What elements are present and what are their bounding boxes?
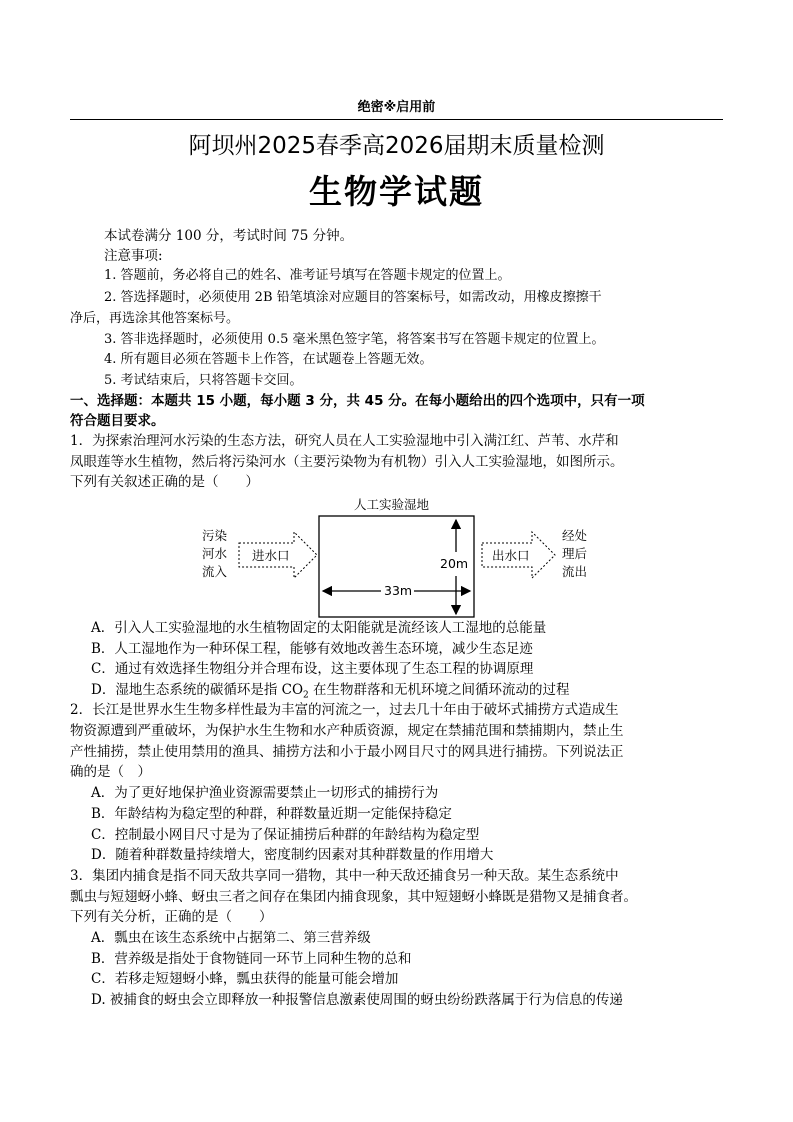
height-label: 20m: [440, 556, 469, 571]
outlet-label: 出水口: [492, 548, 530, 563]
right-label-1: 经处: [562, 528, 588, 543]
right-label-3: 流出: [562, 564, 588, 579]
notice-item-4: 4. 所有题目必须在答题卡上作答，在试题卷上答题无效。: [104, 352, 433, 367]
notice-item-2: 2. 答选择题时，必须使用 2B 铅笔填涂对应题目的答案标号，如需改动，用橡皮擦擦干: [104, 290, 602, 305]
q1-stem-1: 1．为探索治理河水污染的生态方法，研究人员在人工实验湿地中引入满江红、芦苇、水芹和: [70, 433, 619, 449]
notice-title: 注意事项:: [104, 248, 163, 264]
q2-option-a: A．为了更好地保护渔业资源需要禁止一切形式的捕捞行为: [91, 785, 439, 801]
right-label-2: 理后: [562, 546, 588, 561]
left-label-3: 流入: [202, 564, 228, 579]
left-label-1: 污染: [202, 528, 228, 543]
exam-title: 阿坝州2025春季高2026届期末质量检测: [188, 133, 605, 159]
q2-option-b: B．年龄结构为稳定型的种群，种群数量近期一定能保持稳定: [91, 806, 452, 822]
confidential-label: 绝密※启用前: [357, 100, 436, 115]
q1-stem-2: 凤眼莲等水生植物，然后将污染河水（主要污染物为有机物）引入人工实验湿地，如图所示。: [70, 454, 624, 470]
q3-stem-3: 下列有关分析，正确的是（ ）: [70, 909, 273, 925]
left-label-2: 河水: [202, 546, 228, 561]
q2-stem-4: 确的是（ ）: [70, 764, 151, 780]
section-heading-cont: 符合题目要求。: [70, 413, 165, 429]
q2-stem-1: 2．长江是世界水生生物多样性最为丰富的河流之一，过去几十年由于破坏式捕捞方式造成生: [70, 702, 619, 718]
q3-stem-1: 3．集团内捕食是指不同天敌共享同一猎物，其中一种天敌还捕食另一种天敌。某生态系统中: [70, 868, 619, 884]
q3-stem-2: 瓢虫与短翅蚜小蜂、蚜虫三者之间存在集团内捕食现象，其中短翅蚜小蜂既是猎物又是捕食者。: [70, 889, 637, 905]
q1-option-a: A．引入人工实验湿地的水生植物固定的太阳能就是流经该人工湿地的总能量: [91, 620, 547, 636]
notice-item-2-cont: 净后，再选涂其他答案标号。: [70, 311, 240, 326]
header-rule: [70, 119, 723, 120]
diagram-title: 人工实验湿地: [354, 497, 430, 512]
q3-option-d: D. 被捕食的蚜虫会立即释放一种报警信息激素使周围的蚜虫纷纷跌落属于行为信息的传递: [91, 992, 623, 1008]
q2-stem-3: 产性捕捞，禁止使用禁用的渔具、捕捞方法和小于最小网目尺寸的网具进行捕捞。下列说法正: [70, 744, 624, 760]
q1-option-d-sub: 2: [303, 690, 309, 701]
notice-item-5: 5. 考试结束后，只将答题卡交回。: [104, 373, 303, 388]
exam-intro: 本试卷满分 100 分，考试时间 75 分钟。: [104, 228, 354, 244]
q1-option-b: B．人工湿地作为一种环保工程，能够有效地改善生态环境，减少生态足迹: [91, 641, 533, 657]
q1-option-d-text: D．湿地生态系统的碳循环是指 CO: [91, 682, 304, 698]
q1-option-c: C．通过有效选择生物组分并合理布设，这主要体现了生态工程的协调原理: [91, 661, 534, 677]
notice-item-3: 3. 答非选择题时，必须使用 0.5 毫米黑色签字笔，将答案书写在答题卡规定的位置上。: [104, 332, 605, 347]
q1-option-d-text-2: 在生物群落和无机环境之间循环流动的过程: [308, 682, 570, 698]
q2-option-d: D．随着种群数量持续增大，密度制约因素对其种群数量的作用增大: [91, 847, 494, 863]
q3-option-a: A．瓢虫在该生态系统中占据第二、第三营养级: [91, 930, 371, 946]
section-heading: 一、选择题：本题共 15 小题，每小题 3 分，共 45 分。在每小题给出的四个选项中，只有一项: [70, 393, 645, 409]
width-label: 33m: [384, 583, 413, 598]
q1-stem-3: 下列有关叙述正确的是（ ）: [70, 474, 259, 490]
q2-option-c: C．控制最小网目尺寸是为了保证捕捞后种群的年龄结构为稳定型: [91, 827, 480, 843]
wetland-diagram: [196, 494, 596, 620]
notice-item-1: 1. 答题前，务必将自己的姓名、准考证号填写在答题卡规定的位置上。: [104, 268, 511, 283]
q3-option-b: B．营养级是指处于食物链同一环节上同种生物的总和: [91, 951, 412, 967]
subject-title: 生物学试题: [309, 172, 484, 211]
inlet-label: 进水口: [252, 548, 290, 563]
q3-option-c: C．若移走短翅蚜小蜂，瓢虫获得的能量可能会增加: [91, 971, 399, 987]
q2-stem-2: 物资源遭到严重破坏，为保护水生生物和水产种质资源，规定在禁捕范围和禁捕期内，禁止生: [70, 723, 624, 739]
